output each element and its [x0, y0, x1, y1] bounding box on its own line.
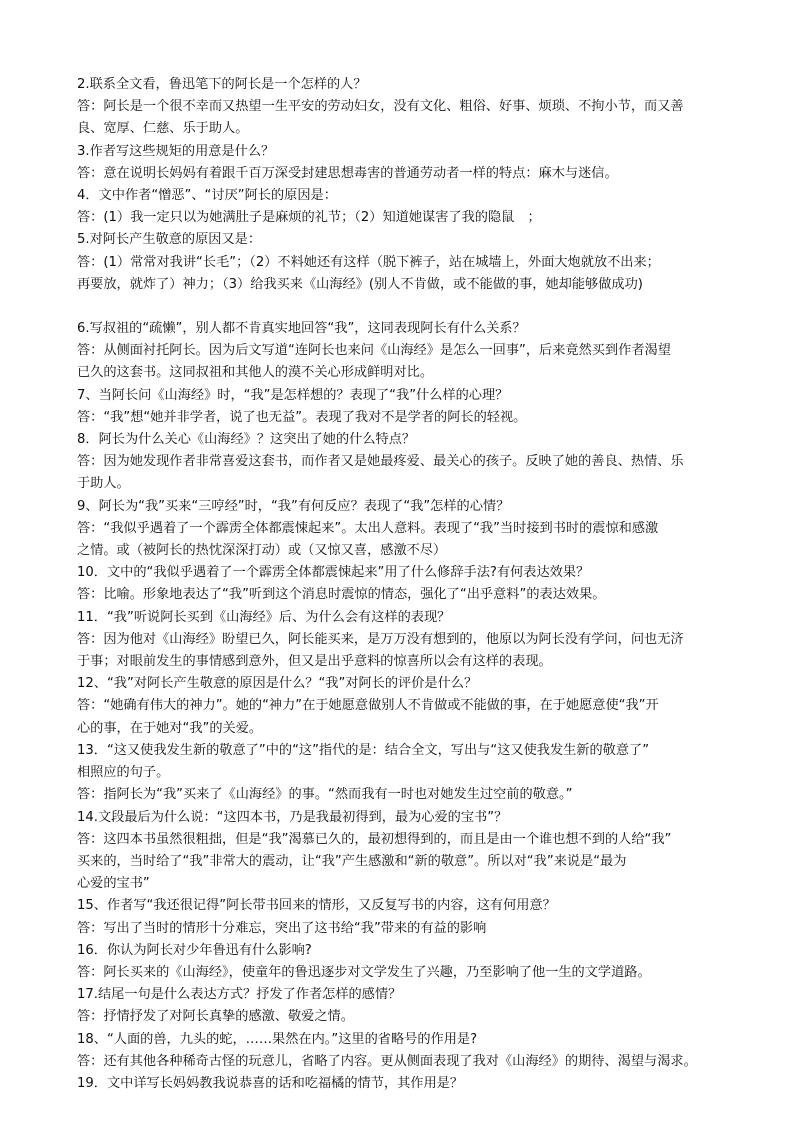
- text-line: 8．阿长为什么关心《山海经》？这突出了她的什么特点？: [77, 432, 416, 448]
- text-line: 9、阿长为“我”买来“三哼经”时，“我”有何反应？表现了“我”怎样的心情？: [77, 498, 510, 514]
- text-line: 答：这四本书虽然很粗拙，但是“我”渴慕已久的，最初想得到的，而且是由一个谁也想不到的人给“我”: [77, 831, 672, 847]
- text-line: 答：抒情抒发了对阿长真挚的感激、敬爱之情。: [77, 1009, 354, 1025]
- text-line: 答：“我似乎遇着了一个霹雳全体都震悚起来”。太出人意料。表现了“我”当时接到书时的震惊和感激: [77, 520, 659, 536]
- document-body: [77, 74, 723, 1095]
- text-line: 18、“人面的兽，九头的蛇，……果然在内。”这里的省略号的作用是?: [77, 1031, 478, 1047]
- text-line: 16．你认为阿长对少年鲁迅有什么影响?: [77, 942, 312, 958]
- blank-line: [77, 296, 723, 318]
- text-line: 答：“我”想“她并非学者，说了也无益”。表现了我对不是学者的阿长的轻视。: [77, 409, 527, 425]
- text-line: 答：(1）常常对我讲“长毛”；（2）不料她还有这样（脱下裤子，站在城墙上，外面大炮就放不出来；: [77, 254, 660, 270]
- text-line: 13．“这又使我发生新的敬意了”中的“这”指代的是：结合全文，写出与“这又使我发生新的敬意了”: [77, 742, 650, 758]
- text-line: 答：写出了当时的情形十分难忘，突出了这书给“我”带来的有益的影响: [77, 920, 487, 936]
- text-line: 2.联系全文看，鲁迅笔下的阿长是一个怎样的人？: [77, 77, 367, 92]
- text-line: 17.结尾一句是什么表达方式？抒发了作者怎样的感情？: [77, 987, 402, 1003]
- text-line: 答：意在说明长妈妈有着跟千百万深受封建思想毒害的普通劳动者一样的特点：麻木与迷信。: [77, 165, 618, 181]
- text-line: 5.对阿长产生敬意的原因又是：: [77, 232, 262, 248]
- text-line: 答：指阿长为“我”买来了《山海经》的事。“然而我有一时也对她发生过空前的敬意。”: [77, 787, 573, 803]
- text-line: 心爱的宝书”: [77, 876, 150, 892]
- text-line: 答：“她确有伟大的神力”。她的“神力”在于她愿意做别人不肯做或不能做的事，在于她愿意使“我”开: [77, 698, 659, 714]
- text-line: 11．“我”听说阿长买到《山海经》后、为什么会有这样的表现？: [77, 609, 451, 625]
- text-line: 答：因为她发现作者非常喜爱这套书，而作者又是她最疼爱、最关心的孩子。反映了她的善良、热情、乐: [77, 454, 684, 470]
- text-line: 12、“我”对阿长产生敬意的原因是什么？“我”对阿长的评价是什么？: [77, 676, 478, 692]
- text-line: 已久的这套书。这同叔祖和其他人的漠不关心形成鲜明对比。: [77, 365, 434, 381]
- text-line: 于助人。: [77, 476, 130, 492]
- text-line: 答：阿长买来的《山海经》，使童年的鲁迅逐步对文学发生了兴趣，乃至影响了他一生的文学道路。: [77, 964, 651, 980]
- text-line: 答：(1）我一定只以为她满肚子是麻烦的礼节；（2）知道她谋害了我的隐鼠 ；: [77, 210, 541, 226]
- text-line: 答：还有其他各种稀奇古怪的玩意儿，省略了内容。更从侧面表现了我对《山海经》的期待、渴望与渴求。: [77, 1053, 697, 1069]
- text-line: 买来的，当时给了“我”非常大的震动，让“我”产生感激和“新的敬意”。所以对“我”来说是“最为: [77, 853, 627, 869]
- text-line: 良、宽厚、仁慈、乐于助人。: [77, 121, 249, 137]
- text-line: 再要放，就炸了）神力；（3）给我买来《山海经》(别人不肯做，或不能做的事，她却能够做成功): [77, 276, 643, 292]
- text-line: 15、作者写“我还很记得”阿长带书回来的情形，又反复写书的内容，这有何用意？: [77, 898, 556, 914]
- text-line: 4．文中作者“憎恶”、“讨厌”阿长的原因是：: [77, 188, 337, 204]
- text-line: 答：因为他对《山海经》盼望已久，阿长能买来，是万万没有想到的，他原以为阿长没有学问，问也无济: [77, 631, 684, 647]
- text-line: 于事；对眼前发生的事情感到意外，但又是出乎意料的惊喜所以会有这样的表现。: [77, 654, 552, 670]
- text-line: 6.写叔祖的“疏懒”，别人都不肯真实地回答“我”，这同表现阿长有什么关系？: [77, 321, 526, 337]
- text-line: 相照应的句子。: [77, 765, 170, 781]
- text-line: 19．文中详写长妈妈教我说恭喜的话和吃福橘的情节，其作用是？: [77, 1075, 464, 1091]
- text-line: 答：比喻。形象地表达了“我”听到这个消息时震惊的情态，强化了“出乎意料”的表达效果。: [77, 587, 606, 603]
- text-line: 7、当阿长问《山海经》时，“我”是怎样想的？表现了“我”什么样的心理？: [77, 387, 509, 403]
- text-line: 答：阿长是一个很不幸而又热望一生平安的劳动妇女，没有文化、粗俗、好事、烦琐、不拘小节，而又善: [77, 99, 684, 115]
- text-line: 3.作者写这些规矩的用意是什么？: [77, 143, 275, 159]
- text-line: 心的事，在于她对“我”的关爱。: [77, 720, 263, 736]
- text-line: 10．文中的“我似乎遇着了一个霹雳全体都震悚起来”用了什么修辞手法?有何表达效果？: [77, 565, 590, 581]
- text-line: 之情。或（被阿长的热忱深深打动）或（又惊又喜，感激不尽）: [77, 543, 447, 559]
- text-line: 答：从侧面衬托阿长。因为后文写道“连阿长也来问《山海经》是怎么一回事”，后来竟然买到作者渴望: [77, 343, 671, 359]
- text-line: 14.文段最后为什么说：“这四本书，乃是我最初得到，最为心爱的宝书”？: [77, 809, 508, 825]
